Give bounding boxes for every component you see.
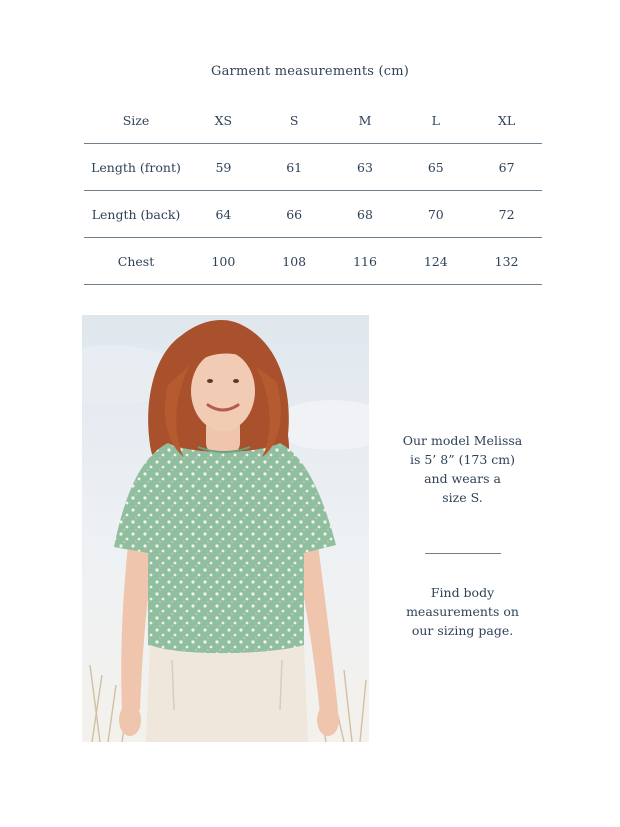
cream-trousers <box>146 645 308 742</box>
table-header-row <box>84 98 542 144</box>
table-row-length-front <box>84 144 542 191</box>
page-title: Garment measurements (cm) <box>211 64 409 79</box>
body-note-line: our sizing page. <box>411 623 514 638</box>
table-cell: 68 <box>330 191 401 238</box>
face <box>191 351 255 431</box>
table-row-chest <box>84 238 542 285</box>
model-photo <box>82 315 369 742</box>
table-cell: 124 <box>400 238 471 285</box>
table-row-length-back <box>84 191 542 238</box>
model-note-line: size S. <box>442 490 483 505</box>
table-cell: 64 <box>188 191 259 238</box>
row-label: Chest <box>84 238 188 285</box>
table-cell: 61 <box>259 144 330 191</box>
body-note-line: Find body <box>430 585 495 600</box>
table-cell: 65 <box>400 144 471 191</box>
model-note-line: and wears a <box>424 471 501 486</box>
size-table <box>84 98 542 285</box>
model-note-line: Our model Melissa <box>402 433 523 448</box>
model-note-line: is 5’ 8” (173 cm) <box>409 452 516 467</box>
table-cell: 67 <box>471 144 542 191</box>
table-cell: 132 <box>471 238 542 285</box>
table-cell: 100 <box>188 238 259 285</box>
body-note-line: measurements on <box>406 604 519 619</box>
table-cell: 116 <box>330 238 401 285</box>
column-header-xl: XL <box>471 98 542 144</box>
column-header-size: Size <box>84 98 188 144</box>
divider <box>425 553 501 554</box>
column-header-s: S <box>259 98 330 144</box>
column-header-l: L <box>400 98 471 144</box>
table-cell: 59 <box>188 144 259 191</box>
table-cell: 70 <box>400 191 471 238</box>
column-header-xs: XS <box>188 98 259 144</box>
row-label: Length (front) <box>84 144 188 191</box>
body-measurements-note <box>385 583 540 640</box>
row-label: Length (back) <box>84 191 188 238</box>
table-cell: 66 <box>259 191 330 238</box>
table-cell: 108 <box>259 238 330 285</box>
table-cell: 72 <box>471 191 542 238</box>
table-cell: 63 <box>330 144 401 191</box>
model-note <box>385 431 540 507</box>
column-header-m: M <box>330 98 401 144</box>
